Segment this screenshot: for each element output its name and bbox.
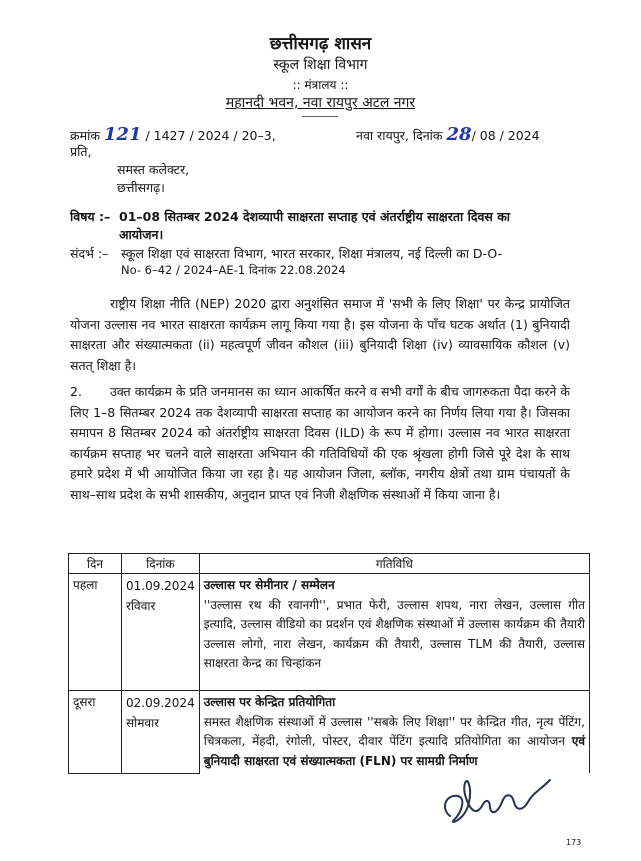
- activity-body: ''उल्लास रथ की रवानगी'', प्रभात फेरी, उल्लास शपथ, नारा लेखन, उल्लास गीत इत्यादि, उल्लास वीडियो का प्रदर्शन एवं शैक्षणिक संस्थाओं में उल्लास कार्यक्रम की तैयारी उल्लास लोगो, नारा लेखन, कार्यक्रम की तैयारी, उल्लास TLM की तैयारी, उल्लास साक्षरता केन्द्र का चिन्हांकन: [203, 597, 585, 670]
- activity-title: उल्लास पर सेमीनार / सम्मेलन: [203, 578, 335, 592]
- header-ministry: :: मंत्रालय ::: [292, 78, 349, 92]
- reference-number-rest: / 1427 / 2024 / 20–3,: [145, 128, 276, 143]
- activity-schedule-table: [68, 553, 590, 774]
- header-activity: गतिविधि: [199, 554, 589, 574]
- row-day: पहला: [69, 574, 122, 691]
- header-govt: छत्तीसगढ़ शासन: [269, 34, 372, 54]
- subject-line1: 01–08 सितम्बर 2024 देशव्यापी साक्षरता सप्ताह एवं अंतर्राष्ट्रीय साक्षरता दिवस का: [119, 209, 511, 224]
- row-date: 01.09.2024: [126, 579, 195, 593]
- row-date-cell: [122, 691, 200, 774]
- date-rest: / 08 / 2024: [471, 128, 540, 143]
- paragraph-2-text: उक्त कार्यक्रम के प्रति जनमानस का ध्यान आकर्षित करने व सभी वर्गों के बीच जागरुकता पैदा करने के लिए 1–8 सितम्बर 2024 तक देशव्यापी साक्षरता सप्ताह का आयोजन करने का निर्णय लिया गया है। जिसका समापन 8 सितम्बर 2024 को अंतर्राष्ट्रीय साक्षरता दिवस (ILD) के रूप में होगा। उल्लास नव भारत साक्षरता कार्यक्रम सप्ताह भर चलने वाले साक्षरता अभियान की गतिविधियों की एक श्रृंखला होगी जिसे पूरे देश के साथ हमारे प्रदेश में भी आयोजित किया जा रहा है। यह आयोजन जिला, ब्लॉक, नगरीय क्षेत्रों तथा ग्राम पंचायतों के साथ–साथ प्रदेश के सभी शासकीय, अनुदान प्राप्त एवं निजी शैक्षणिक संस्थाओं में किया जाना है।: [70, 384, 570, 502]
- place-date-label: नवा रायपुर, दिनांक: [356, 128, 443, 143]
- activity-body: समस्त शैक्षणिक संस्थाओं में उल्लास ''सबके लिए शिक्षा'' पर केन्द्रित गीत, नृत्य पेंटिंग, चित्रकला, मेंहदी, रंगोली, पोस्टर, दीवार पेंटिंग इत्यादि प्रतियोगिता का आयोजन: [203, 714, 585, 748]
- row-date-cell: [122, 574, 200, 691]
- row-day: दूसरा: [69, 691, 122, 774]
- header-dept: स्कूल शिक्षा विभाग: [273, 57, 368, 73]
- table-row: [69, 691, 590, 774]
- table-header-row: [69, 554, 590, 574]
- row-weekday: सोमवार: [126, 716, 160, 730]
- sandarbh-line2: No- 6–42 / 2024–AE-1 दिनांक 22.08.2024: [121, 263, 346, 277]
- row-weekday: रविवार: [126, 599, 156, 613]
- paragraph-1: [70, 294, 570, 376]
- reference-label: क्रमांक: [70, 128, 100, 143]
- handwritten-day: 28: [446, 124, 472, 145]
- header-divider: [302, 116, 338, 117]
- handwritten-number: 121: [103, 124, 142, 145]
- handwritten-signature: [436, 772, 556, 832]
- row-activity-cell: [199, 691, 589, 774]
- row-activity-cell: [199, 574, 589, 691]
- activity-body-bold: एवं बुनियादी साक्षरता एवं संख्यात्मकता (FLN) पर सामग्री निर्माण: [203, 734, 585, 768]
- sandarbh-label: संदर्भ :–: [70, 246, 109, 261]
- header-address: महानदी भवन, नवा रायपुर अटल नगर: [225, 95, 416, 111]
- activity-body-wrap: [204, 713, 585, 772]
- paragraph-2-number: 2.: [70, 384, 82, 399]
- page-number: 173: [566, 838, 582, 847]
- subject-label: विषय :–: [70, 209, 111, 224]
- table-row: [69, 574, 590, 691]
- prati-label: प्रति,: [70, 144, 92, 159]
- addressee-line1: समस्त कलेक्टर,: [117, 162, 190, 177]
- subject-line2: आयोजन।: [119, 227, 164, 242]
- activity-title: उल्लास पर केन्द्रित प्रतियोगिता: [203, 695, 336, 709]
- paragraph-2: [70, 382, 570, 505]
- reference-date: [356, 124, 540, 145]
- addressee-line2: छत्तीसगढ़।: [117, 180, 165, 195]
- sandarbh-line1: स्कूल शिक्षा एवं साक्षरता विभाग, भारत सरकार, शिक्षा मंत्रालय, नई दिल्ली का D-O-: [121, 246, 503, 261]
- header-date: दिनांक: [122, 554, 200, 574]
- header-day: दिन: [69, 554, 122, 574]
- reference-number: [70, 124, 276, 145]
- paragraph-1-text: राष्ट्रीय शिक्षा नीति (NEP) 2020 द्वारा अनुशंसित समाज में 'सभी के लिए शिक्षा' पर केन्द्र प्रायोजित योजना उल्लास नव भारत साक्षरता कार्यक्रम लागू किया गया है। इस योजना के पाँच घटक अर्थात (1) बुनियादी साक्षरता और संख्यात्मकता (ii) महत्वपूर्ण जीवन कौशल (iii) बुनियादी शिक्षा (iv) व्यावसायिक कौशल (v) सतत् शिक्षा है।: [70, 296, 570, 373]
- row-date: 02.09.2024: [126, 696, 195, 710]
